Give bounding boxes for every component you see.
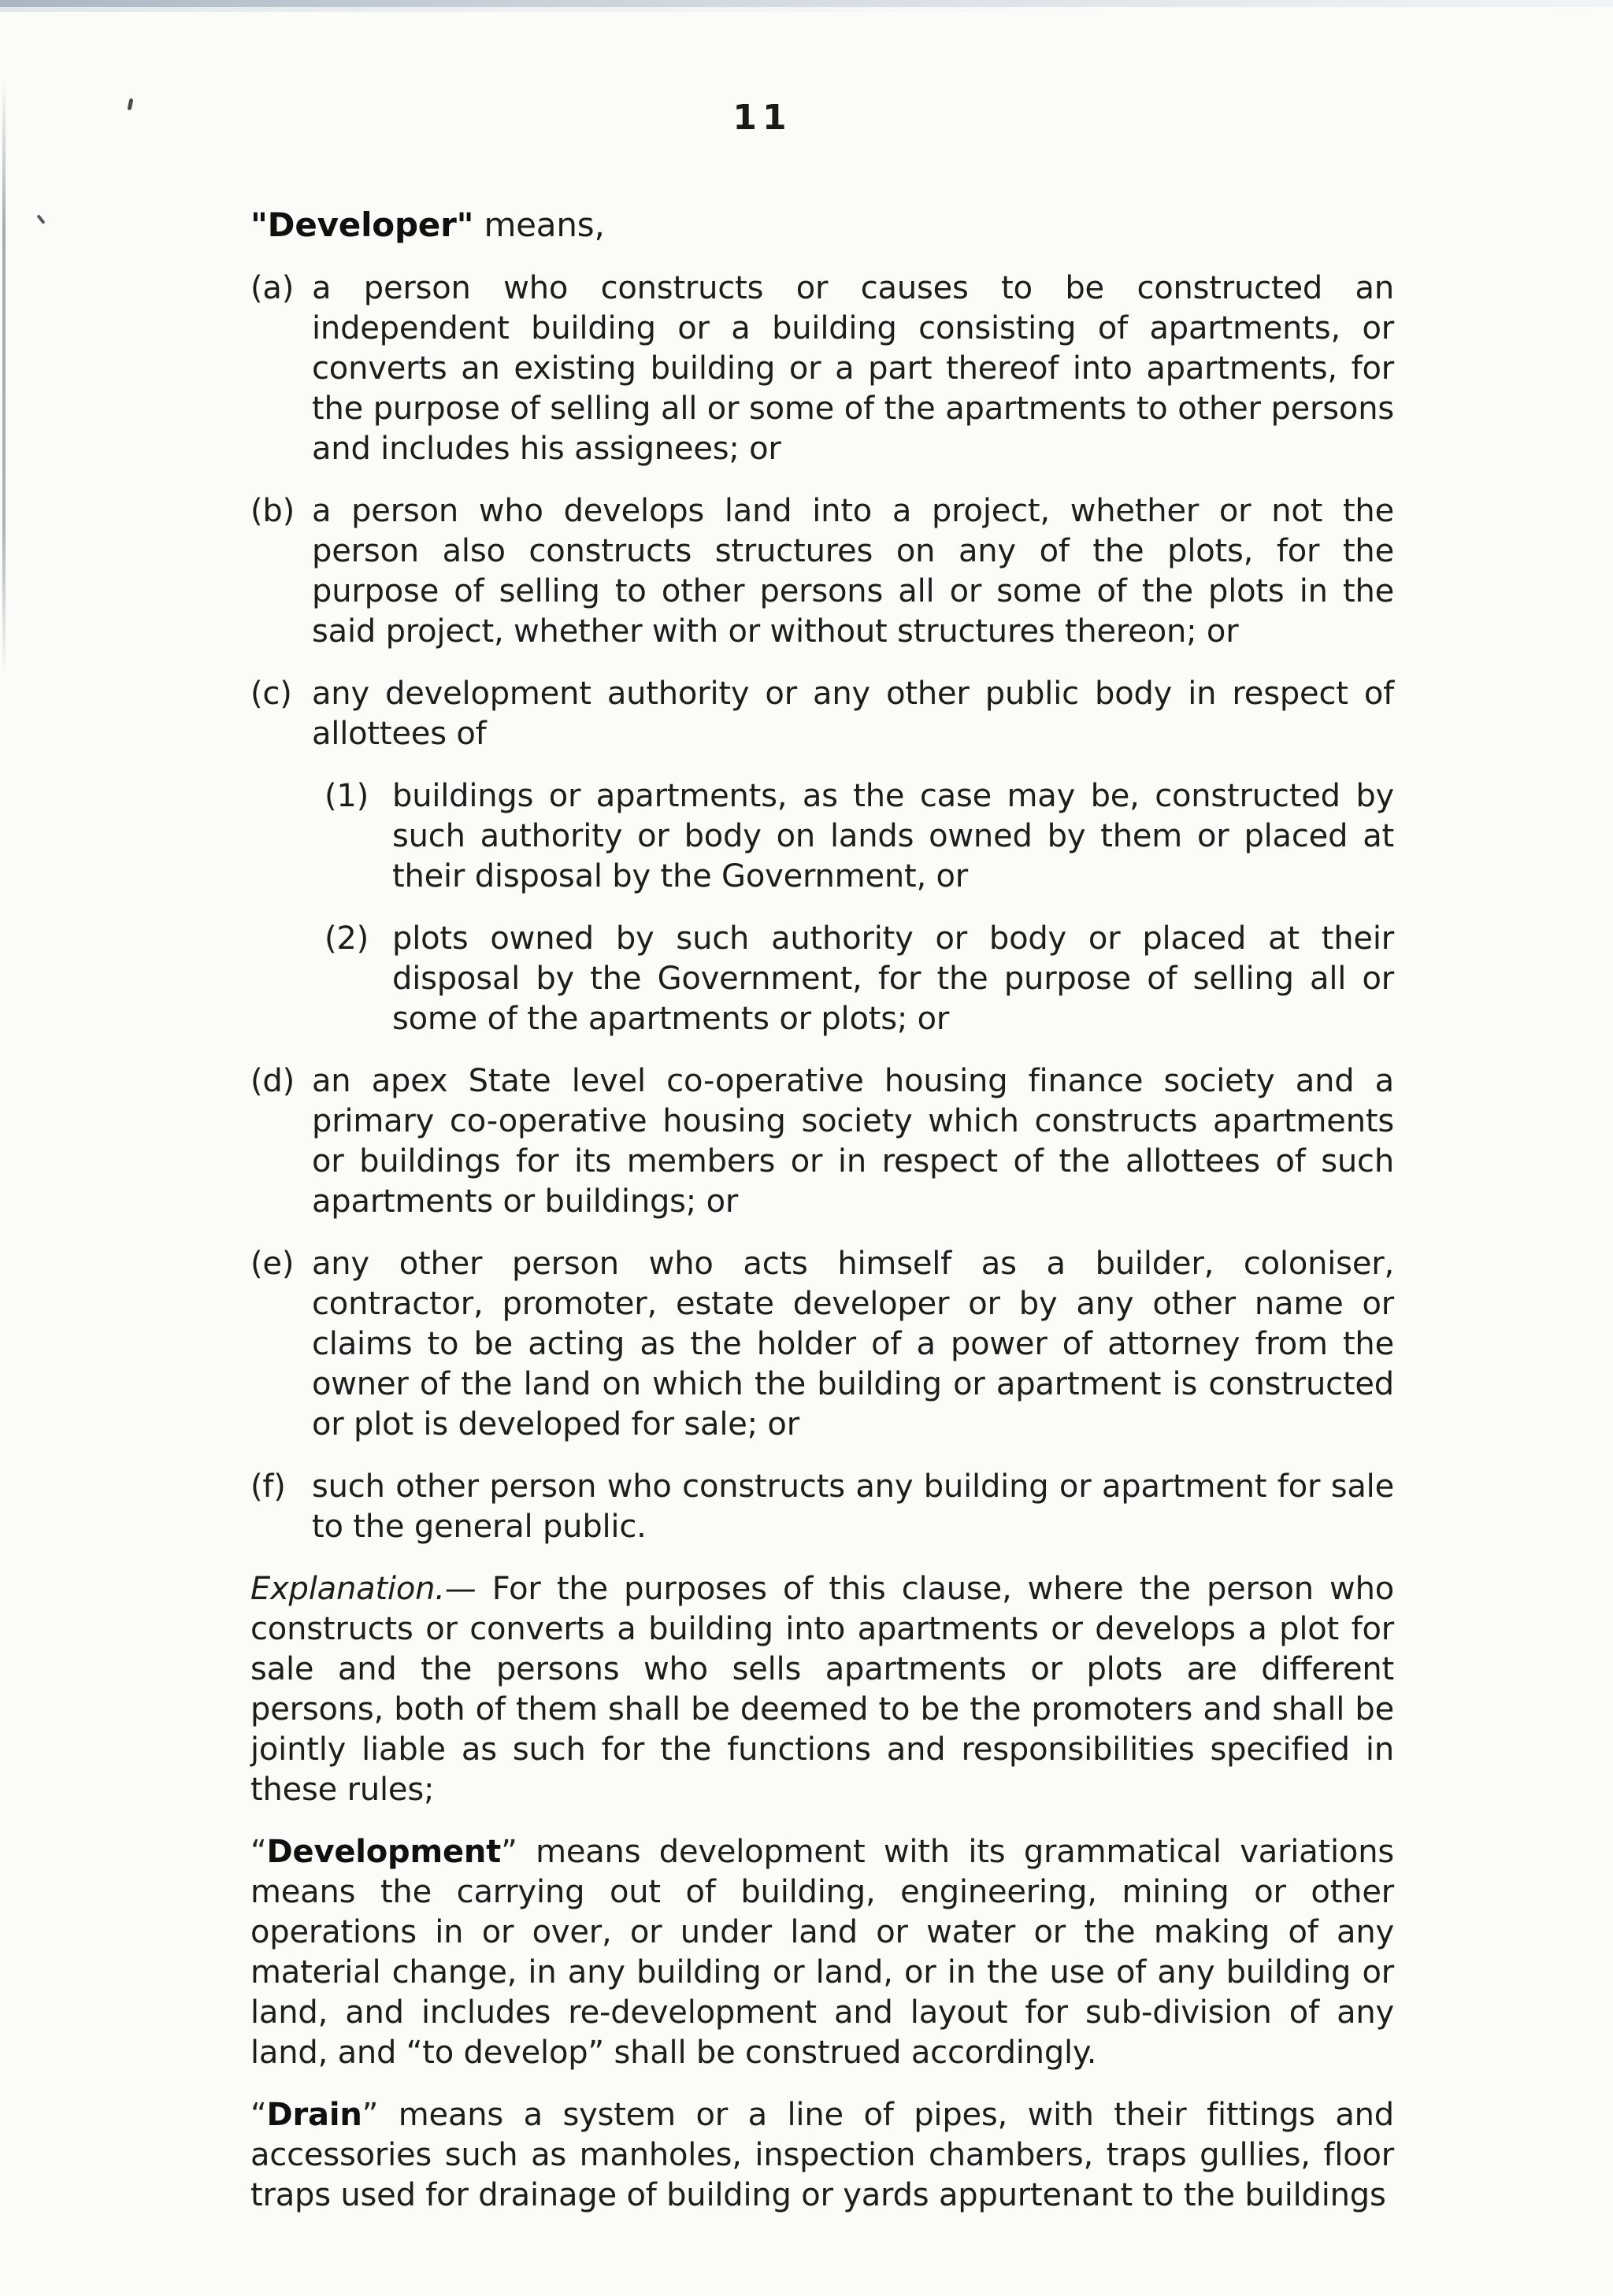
clause-a-text: a person who constructs or causes to be constructed an independent building or a building consisting of apartments, or converts an existing building or a part thereof into apartments, for the purpose of selling all or some of the apartments to other persons and includes his assignees; or [312,270,1394,467]
developer-intro: means, [473,206,605,244]
subclause-1-marker: (1) [324,778,369,814]
page-number: 11 [732,98,792,138]
clause-d-marker: (d) [250,1063,295,1099]
clause-b [250,491,1394,652]
drain-open-quote: “ [250,2097,267,2133]
scan-speck [36,214,45,224]
clause-e [250,1244,1394,1445]
clause-d-text: an apex State level co-operative housing finance society and a primary co-operative housing society which constructs apartments or buildings for its members or in respect of the allottees of such apartments or buildings; or [312,1063,1394,1220]
subclause-2-text: plots owned by such authority or body or placed at their disposal by the Government, for the purpose of selling all or some of the apartments or plots; or [392,920,1394,1037]
drain-close-quote: ” [362,2097,379,2133]
developer-term: "Developer" [250,206,474,244]
page-edge-shadow [2,79,6,677]
explanation-paragraph [250,1569,1394,1810]
subclause-2 [250,919,1394,1039]
clause-b-marker: (b) [250,493,295,529]
clause-e-marker: (e) [250,1246,295,1282]
clause-c-marker: (c) [250,676,292,712]
explanation-text: For the purposes of this clause, where the person who constructs or converts a building into apartments or develops a plot for sale and the persons who sells apartments or plots are different persons, both of them shall be deemed to be the promoters and shall be jointly liable as such for the functions and responsibilities specified in these rules; [250,1571,1394,1808]
drain-term: Drain [266,2097,362,2133]
clause-a [250,268,1394,469]
clause-b-text: a person who develops land into a project, whether or not the person also constructs structures on any of the plots, for the purpose of selling to other persons all or some of the plots in the said project, whether with or without structures thereon; or [312,493,1394,650]
clause-a-marker: (a) [250,270,295,306]
development-term: Development [266,1834,502,1870]
development-close-quote: ” [501,1834,517,1870]
explanation-lead: Explanation.— [250,1571,476,1607]
clause-c-text: any development authority or any other public body in respect of allottees of [312,676,1394,752]
development-open-quote: “ [250,1834,267,1870]
drain-text: means a system or a line of pipes, with their fittings and accessories such as manholes, inspection chambers, traps gullies, floor traps used for drainage of building or yards appurtenant to the buildings [250,2097,1394,2213]
document-body [250,205,1394,2238]
subclause-1 [250,776,1394,897]
drain-paragraph [250,2095,1394,2216]
clause-e-text: any other person who acts himself as a builder, coloniser, contractor, promoter, estate developer or by any other name or claims to be acting as the holder of a power of attorney from the owner of the land on which the building or apartment is constructed or plot is developed for sale; or [312,1246,1394,1442]
developer-heading [250,205,1394,245]
subclause-2-marker: (2) [324,920,369,957]
development-text: means development with its grammatical variations means the carrying out of building, engineering, mining or other operations in or over, or under land or water or the making of any material change, in any building or land, or in the use of any building or land, and includes re-development and layout for sub-division of any land, and “to develop” shall be construed accordingly. [250,1834,1394,2071]
clause-c [250,674,1394,754]
scan-top-strip [0,0,1613,7]
subclause-1-text: buildings or apartments, as the case may be, constructed by such authority or body on lands owned by them or placed at their disposal by the Government, or [392,778,1394,894]
clause-d [250,1061,1394,1222]
clause-f-marker: (f) [250,1468,286,1505]
development-paragraph [250,1832,1394,2073]
clause-f [250,1467,1394,1547]
scan-speck [127,98,133,111]
scan-top-strip-fade [0,7,1103,12]
clause-f-text: such other person who constructs any building or apartment for sale to the general public. [312,1468,1394,1545]
